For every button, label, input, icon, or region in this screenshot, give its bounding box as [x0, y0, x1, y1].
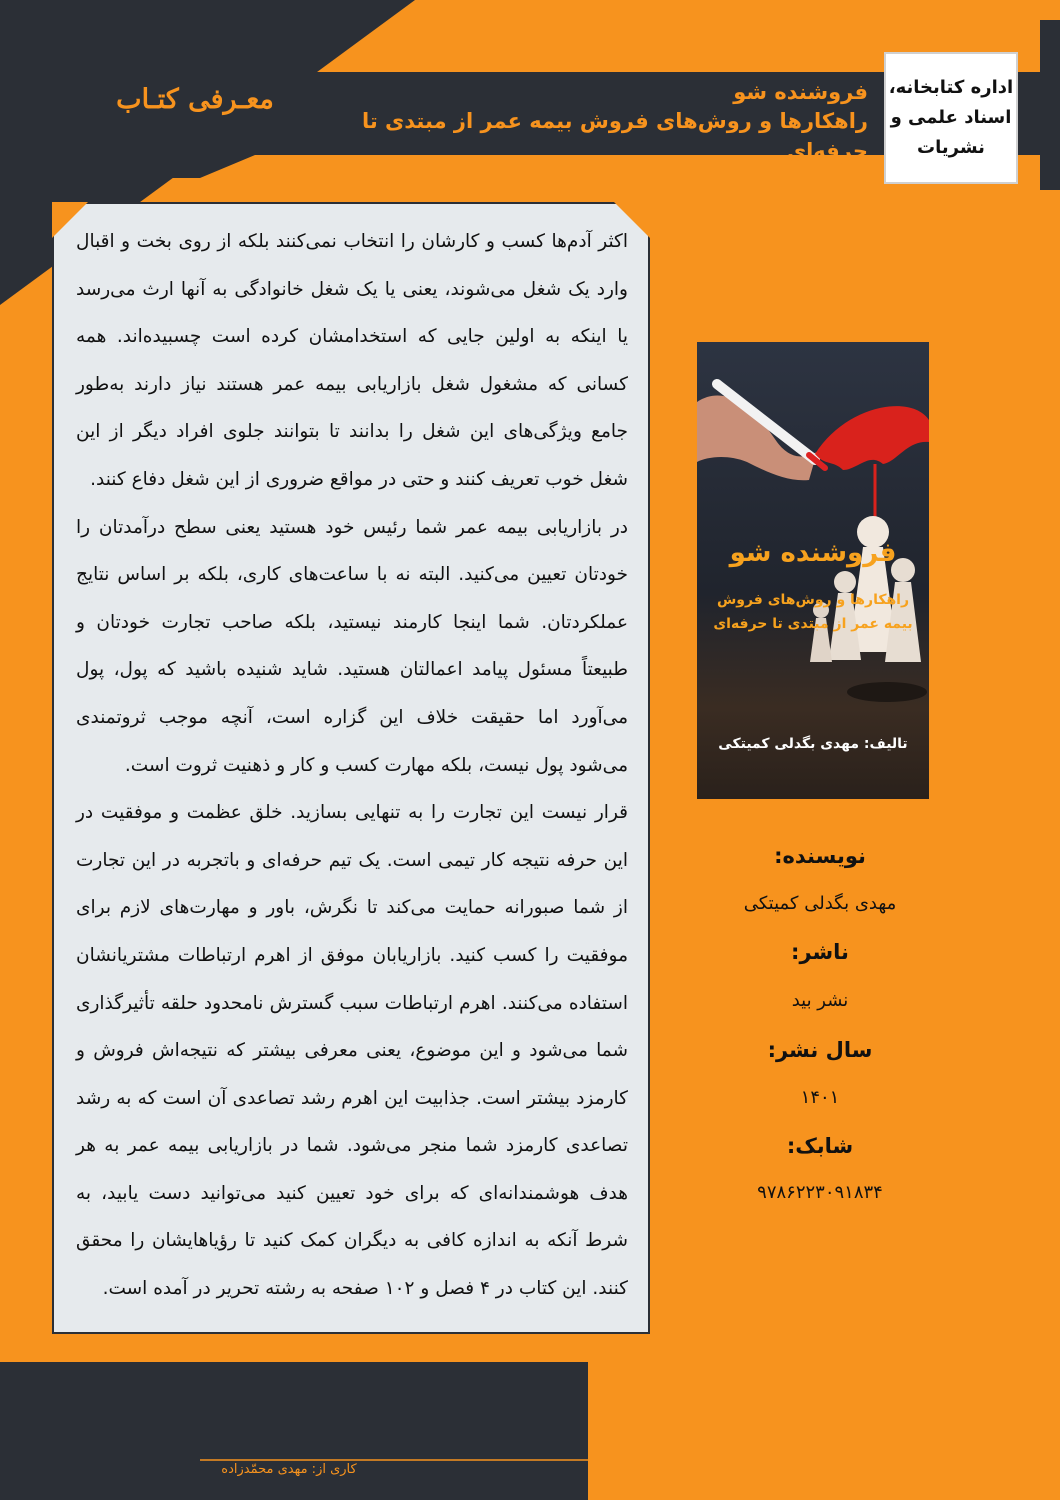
- paragraph-2: در بازاریابی بیمه عمر شما رئیس خود هستید یعنی سطح درآمدتان را خودتان تعیین می‌کنید. البته نه با ساعت‌های کاری، بلکه بر اساس نتایج عملکردتان. شما اینجا کارمند نیستید، بلکه صاحب تجارت خودتان و طبیعتاً مسئول پیامد اعمالتان هستید. شاید شنیده باشید که پول، پول می‌آورد اما حقیقت خلاف این گزاره است، آنچه موجب ثروتمندی می‌شود پول نیست، بلکه مهارت کسب و کار و ذهنیت ثروت است.: [76, 516, 628, 776]
- year-label: سال نشر:: [767, 1038, 873, 1062]
- publisher-value: نشر بید: [791, 990, 849, 1011]
- cover-title: فروشنده شو: [729, 538, 897, 568]
- org-name-box: [884, 52, 1018, 184]
- year-value: ۱۴۰۱: [800, 1087, 840, 1108]
- description-text: [76, 218, 628, 1313]
- publisher-label: ناشر:: [791, 940, 849, 964]
- book-header: [300, 78, 868, 166]
- cover-subtitle: [697, 588, 929, 636]
- paragraph-1: اکثر آدم‌ها کسب و کارشان را انتخاب نمی‌کنند بلکه از روی بخت و اقبال وارد یک شغل می‌شوند، یعنی یا یک شغل خانوادگی به آنها ارث می‌رسد یا اینکه به اولین جایی که استخدامشان کرده است چسبیده‌اند. همه کسانی که مشغول شغل بازاریابی بیمه عمر هستند نیاز دارند به‌طور جامع ویژگی‌های این شغل را بدانند تا بتوانند جلوی افراد دیگر از این شغل خوب تعریف کنند و حتی در مواقع ضروری از این شغل دفاع کنند.: [76, 231, 628, 490]
- cover-illustration: [697, 342, 929, 799]
- book-title: فروشنده شو: [733, 80, 868, 104]
- paragraph-3: قرار نیست این تجارت را به تنهایی بسازید. خلق عظمت و موفقیت در این حرفه نتیجه کار تیمی است. یک تیم حرفه‌ای و باتجربه در این تجارت از شما صبورانه حمایت می‌کند تا نگرش، باور و مهارت‌های لازم برای موفقیت را کسب کنید. بازاریابان موفق از اهرم ارتباطات مشتریانشان استفاده می‌کنند. اهرم ارتباطات سبب گسترش نامحدود حلقه تأثیرگذاری شما می‌شود و این موضوع، یعنی معرفی بیشتر که نتیجه‌اش فروش و کارمزد بیشتر است. جذابیت این اهرم رشد تصاعدی آن است که به رشد تصاعدی کارمزد شما منجر می‌شود. شما در بازاریابی بیمه عمر به هر هدف هوشمندانه‌ای که برای خود تعیین کنید می‌توانید دست یابید، به شرط آنکه به اندازه کافی به دیگران کمک کنید تا رؤیاهایشان را محقق کنند. این کتاب در ۴ فصل و ۱۰۲ صفحه به رشته تحریر در آمده است.: [76, 802, 628, 1300]
- book-subtitle: راهکارها و روش‌های فروش بیمه عمر از مبتدی تا حرفه‌ای: [361, 109, 868, 163]
- isbn-label: شابک:: [786, 1134, 854, 1158]
- org-name: اداره کتابخانه، اسناد علمی و نشریات: [888, 77, 1014, 158]
- footer-credit: کاری از: مهدی محمّدزاده: [221, 1462, 357, 1477]
- section-title: معـرفی کتـاب: [116, 84, 274, 115]
- cover-subtitle-line1: راهکارها و روش‌های فروش: [716, 592, 910, 608]
- description-panel: [52, 202, 650, 1334]
- author-value: مهدی بگدلی کمیتکی: [743, 893, 897, 914]
- cover-subtitle-line2: بیمه عمر از مبتدی تا حرفه‌ای: [713, 616, 913, 632]
- cover-author: تالیف: مهدی بگدلی کمیتکی: [718, 736, 908, 752]
- author-label: نویسنده:: [774, 844, 866, 868]
- isbn-value: ۹۷۸۶۲۲۳۰۹۱۸۳۴: [757, 1182, 883, 1203]
- book-cover: [697, 342, 929, 799]
